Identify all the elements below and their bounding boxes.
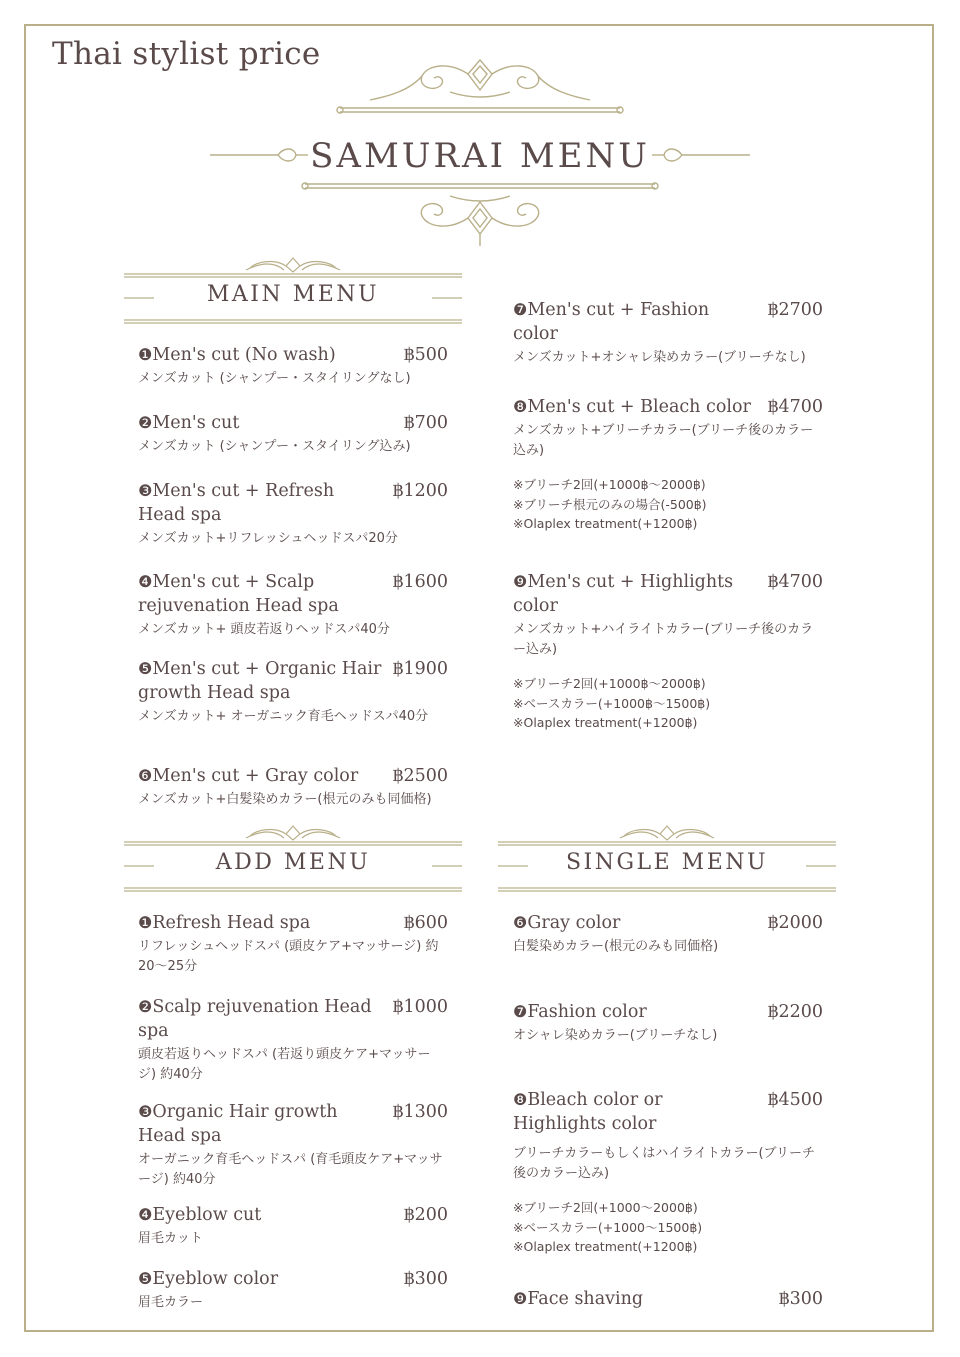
item-name: Men's cut + Gray color <box>152 766 359 786</box>
item-number: ❼ <box>513 300 528 319</box>
item-name: Men's cut + Bleach color <box>527 397 751 417</box>
add-menu-heading <box>124 824 462 886</box>
item-price: ฿300 <box>778 1289 823 1309</box>
item-name: Bleach color or Highlights color <box>513 1090 663 1134</box>
item-number: ❾ <box>513 1289 528 1308</box>
item-name: Men's cut + Scalp rejuvenation Head spa <box>138 572 339 616</box>
item-jp-desc: メンズカット+ハイライトカラー(ブリーチ後のカラー込み) <box>513 622 814 657</box>
item-number: ❷ <box>138 997 153 1016</box>
item-price: ฿2700 <box>767 300 823 320</box>
item-jp-desc: メンズカット (シャンプー・スタイリング込み) <box>138 439 411 454</box>
add-menu-title: ADD MENU <box>215 850 371 875</box>
menu-item <box>138 911 448 977</box>
item-price: ฿200 <box>403 1205 448 1225</box>
item-number: ❶ <box>138 913 153 932</box>
item-jp-desc: メンズカット+オシャレ染めカラー(ブリーチなし) <box>513 350 806 365</box>
item-name: Eyeblow cut <box>152 1205 262 1225</box>
page-label: Thai stylist price <box>52 36 321 72</box>
menu-item <box>138 411 448 457</box>
item-number: ❻ <box>138 766 153 785</box>
item-price: ฿1900 <box>392 659 448 679</box>
menu-item <box>138 995 448 1085</box>
item-jp-desc: メンズカット+ブリーチカラー(ブリーチ後のカラー込み) <box>513 423 814 458</box>
item-jp-desc: オーガニック育毛ヘッドスパ (育毛頭皮ケア+マッサージ) 約40分 <box>138 1152 443 1187</box>
menu-title: SAMURAI MENU <box>310 136 650 176</box>
item-jp-desc: 眉毛カット <box>138 1231 203 1246</box>
item-name: Organic Hair growth Head spa <box>138 1102 338 1146</box>
item-jp-desc: オシャレ染めカラー(ブリーチなし) <box>513 1028 718 1043</box>
item-name: Men's cut + Highlights color <box>513 572 734 616</box>
item-price: ฿300 <box>403 1269 448 1289</box>
menu-item <box>138 570 448 640</box>
item-name: Eyeblow color <box>152 1269 279 1289</box>
item-number: ❺ <box>138 659 153 678</box>
menu-item <box>513 395 823 534</box>
menu-item <box>513 1287 823 1311</box>
item-jp-desc: ブリーチカラーもしくはハイライトカラー(ブリーチ後のカラー込み) <box>513 1146 815 1181</box>
item-name: Men's cut + Organic Hair growth Head spa <box>138 659 382 703</box>
menu-item <box>513 1000 823 1046</box>
menu-item <box>138 1203 448 1249</box>
item-name: Men's cut + Fashion color <box>513 300 710 344</box>
item-number: ❹ <box>138 1205 153 1224</box>
item-name: Face shaving <box>527 1289 644 1309</box>
item-number: ❷ <box>138 413 153 432</box>
menu-item <box>138 479 448 549</box>
item-notes: ※ブリーチ2回(+1000฿〜2000฿) ※ベースカラー(+1000฿〜1500฿) ※Olaplex treatment(+1200฿) <box>513 676 711 730</box>
single-menu-heading <box>498 824 836 886</box>
menu-item <box>138 343 448 389</box>
item-name: Refresh Head spa <box>152 913 311 933</box>
item-jp-desc: 白髪染めカラー(根元のみも同価格) <box>513 939 719 954</box>
menu-item <box>138 1100 448 1190</box>
item-name: Men's cut + Refresh Head spa <box>138 481 335 525</box>
menu-item <box>513 298 823 368</box>
item-price: ฿500 <box>403 345 448 365</box>
item-price: ฿700 <box>403 413 448 433</box>
item-number: ❾ <box>513 572 528 591</box>
main-menu-title: MAIN MENU <box>206 282 380 307</box>
item-number: ❽ <box>513 397 528 416</box>
item-price: ฿1000 <box>392 997 448 1017</box>
menu-item <box>513 911 823 957</box>
item-jp-desc: リフレッシュヘッドスパ (頭皮ケア+マッサージ) 約20〜25分 <box>138 939 439 974</box>
item-notes: ※ブリーチ2回(+1000〜2000฿) ※ベースカラー(+1000〜1500฿) ※Olaplex treatment(+1200฿) <box>513 1200 703 1254</box>
item-price: ฿2500 <box>392 766 448 786</box>
item-name: Scalp rejuvenation Head spa <box>138 997 372 1041</box>
item-price: ฿2200 <box>767 1002 823 1022</box>
item-price: ฿4700 <box>767 397 823 417</box>
main-menu-heading <box>124 256 462 318</box>
menu-item <box>513 1088 823 1257</box>
item-jp-desc: メンズカット+白髪染めカラー(根元のみも同価格) <box>138 792 432 807</box>
item-jp-desc: メンズカット+ 頭皮若返りヘッドスパ40分 <box>138 622 390 637</box>
item-price: ฿1600 <box>392 572 448 592</box>
item-name: Gray color <box>527 913 621 933</box>
item-jp-desc: 眉毛カラー <box>138 1295 204 1310</box>
item-number: ❹ <box>138 572 153 591</box>
item-name: Fashion color <box>527 1002 647 1022</box>
menu-item <box>138 764 448 810</box>
item-price: ฿2000 <box>767 913 823 933</box>
item-number: ❺ <box>138 1269 153 1288</box>
item-number: ❽ <box>513 1090 528 1109</box>
item-jp-desc: メンズカット+ オーガニック育毛ヘッドスパ40分 <box>138 709 429 724</box>
item-name: Men's cut (No wash) <box>152 345 336 365</box>
item-number: ❸ <box>138 1102 153 1121</box>
item-jp-desc: メンズカット+リフレッシュヘッドスパ20分 <box>138 531 398 546</box>
item-notes: ※ブリーチ2回(+1000฿〜2000฿) ※ブリーチ根元のみの場合(-500฿) ※Olaplex treatment(+1200฿) <box>513 477 707 531</box>
item-jp-desc: メンズカット (シャンプー・スタイリングなし) <box>138 371 411 386</box>
item-price: ฿1300 <box>392 1102 448 1122</box>
item-number: ❻ <box>513 913 528 932</box>
item-price: ฿1200 <box>392 481 448 501</box>
item-jp-desc: 頭皮若返りヘッドスパ (若返り頭皮ケア+マッサージ) 約40分 <box>138 1047 431 1082</box>
item-price: ฿600 <box>403 913 448 933</box>
menu-item <box>513 570 823 733</box>
menu-item <box>138 657 448 727</box>
item-name: Men's cut <box>152 413 240 433</box>
item-number: ❶ <box>138 345 153 364</box>
item-number: ❼ <box>513 1002 528 1021</box>
item-price: ฿4700 <box>767 572 823 592</box>
menu-item <box>138 1267 448 1313</box>
title-ornament <box>200 56 760 256</box>
item-price: ฿4500 <box>767 1090 823 1110</box>
item-number: ❸ <box>138 481 153 500</box>
single-menu-title: SINGLE MENU <box>565 850 769 875</box>
